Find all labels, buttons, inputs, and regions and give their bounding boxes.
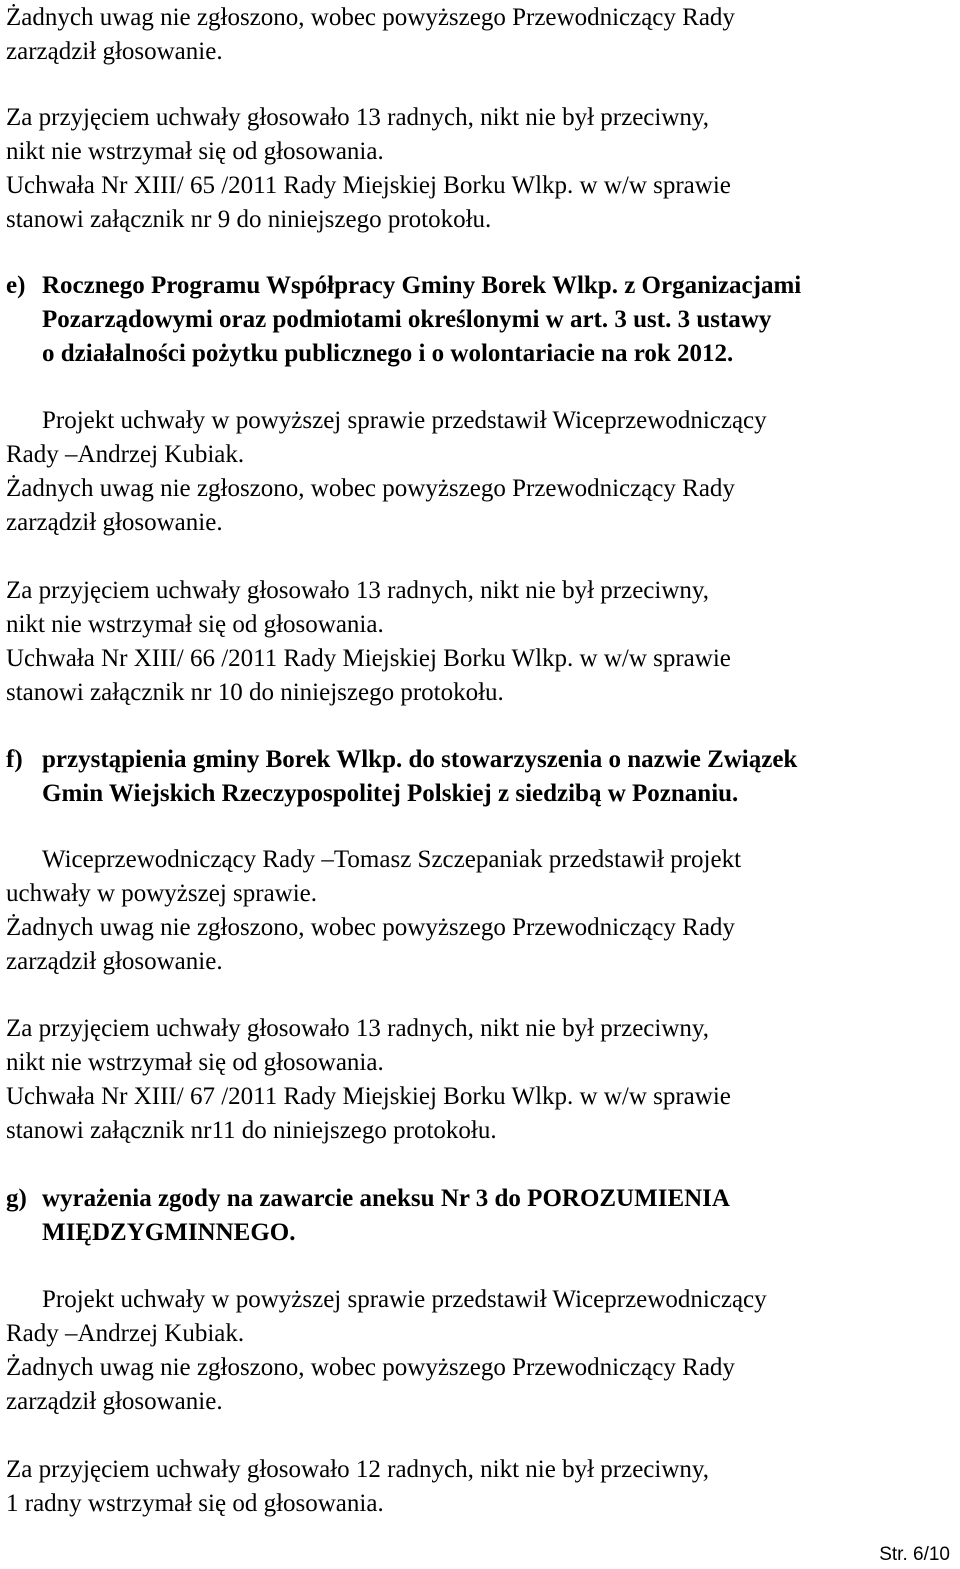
paragraph-line: Wiceprzewodniczący Rady –Tomasz Szczepaniak przedstawił projekt [42,846,742,873]
paragraph-line: zarządził głosowanie. [6,38,223,65]
section-f-heading: przystąpienia gminy Borek Wlkp. do stowarzyszenia o nazwie Związek [42,746,798,773]
paragraph-line: zarządził głosowanie. [6,948,223,975]
paragraph-line: Uchwała Nr XIII/ 66 /2011 Rady Miejskiej Borku Wlkp. w w/w sprawie [6,645,731,672]
paragraph-line: Projekt uchwały w powyższej sprawie przedstawił Wiceprzewodniczący [42,407,767,434]
paragraph-line: Za przyjęciem uchwały głosowało 13 radnych, nikt nie był przeciwny, [6,104,710,131]
paragraph-line: Projekt uchwały w powyższej sprawie przedstawił Wiceprzewodniczący [42,1286,767,1313]
section-e-label: e) [6,272,26,299]
paragraph-line: nikt nie wstrzymał się od głosowania. [6,1049,384,1076]
paragraph-line: Żadnych uwag nie zgłoszono, wobec powyższego Przewodniczący Rady [6,1354,735,1381]
paragraph-line: nikt nie wstrzymał się od głosowania. [6,138,384,165]
paragraph-line: Żadnych uwag nie zgłoszono, wobec powyższego Przewodniczący Rady [6,914,735,941]
section-g-label: g) [6,1185,27,1212]
paragraph-line: stanowi załącznik nr 9 do niniejszego protokołu. [6,206,492,233]
paragraph-line: Żadnych uwag nie zgłoszono, wobec powyższego Przewodniczący Rady [6,475,735,502]
paragraph-line: stanowi załącznik nr 10 do niniejszego protokołu. [6,679,504,706]
section-f-label: f) [6,746,23,773]
paragraph-line: 1 radny wstrzymał się od głosowania. [6,1490,384,1517]
paragraph-line: Rady –Andrzej Kubiak. [6,441,245,468]
section-e-heading: o działalności pożytku publicznego i o wolontariacie na rok 2012. [42,340,734,367]
paragraph-line: Żadnych uwag nie zgłoszono, wobec powyższego Przewodniczący Rady [6,4,735,31]
paragraph-line: Uchwała Nr XIII/ 65 /2011 Rady Miejskiej Borku Wlkp. w w/w sprawie [6,172,731,199]
paragraph-line: stanowi załącznik nr11 do niniejszego protokołu. [6,1117,497,1144]
paragraph-line: uchwały w powyższej sprawie. [6,880,318,907]
paragraph-line: zarządził głosowanie. [6,509,223,536]
paragraph-line: Rady –Andrzej Kubiak. [6,1320,245,1347]
paragraph-line: Za przyjęciem uchwały głosowało 12 radnych, nikt nie był przeciwny, [6,1456,710,1483]
paragraph-line: zarządził głosowanie. [6,1388,223,1415]
section-g-heading: wyrażenia zgody na zawarcie aneksu Nr 3 do POROZUMIENIA [42,1185,730,1212]
paragraph-line: Za przyjęciem uchwały głosowało 13 radnych, nikt nie był przeciwny, [6,577,710,604]
section-f-heading: Gmin Wiejskich Rzeczypospolitej Polskiej z siedzibą w Poznaniu. [42,780,739,807]
section-e-heading: Rocznego Programu Współpracy Gminy Borek Wlkp. z Organizacjami [42,272,802,299]
section-e-heading: Pozarządowymi oraz podmiotami określonymi w art. 3 ust. 3 ustawy [42,306,772,333]
paragraph-line: nikt nie wstrzymał się od głosowania. [6,611,384,638]
paragraph-line: Uchwała Nr XIII/ 67 /2011 Rady Miejskiej Borku Wlkp. w w/w sprawie [6,1083,731,1110]
section-g-heading: MIĘDZYGMINNEGO. [42,1219,296,1246]
paragraph-line: Za przyjęciem uchwały głosowało 13 radnych, nikt nie był przeciwny, [6,1015,710,1042]
page-number: Str. 6/10 [879,1544,950,1565]
